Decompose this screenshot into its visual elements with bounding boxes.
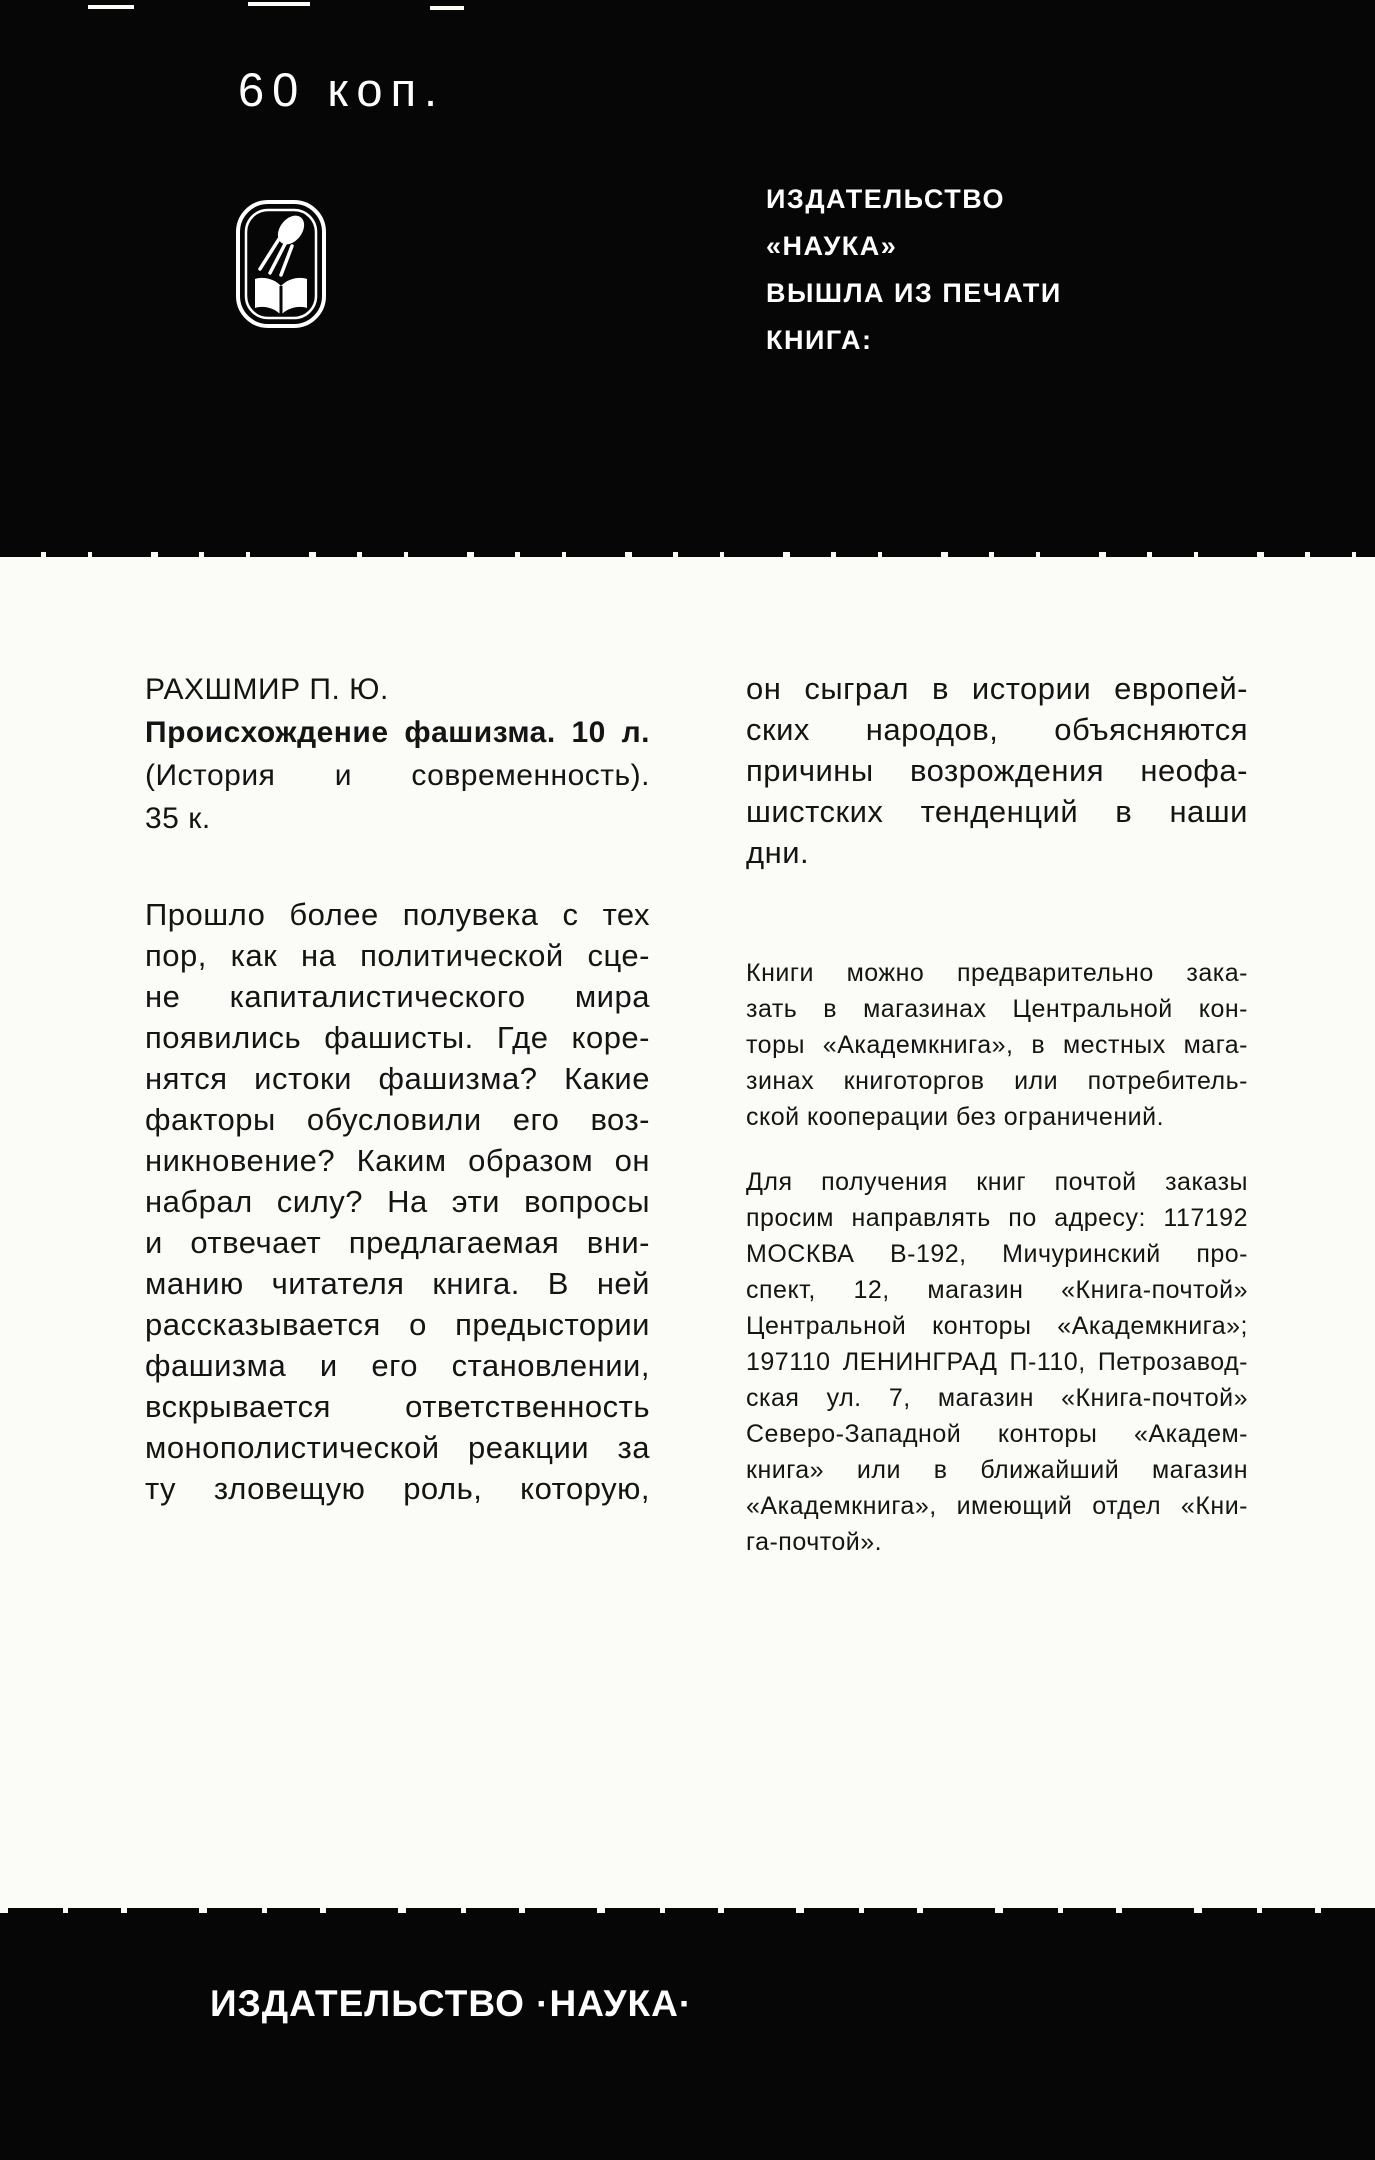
book-heading	[145, 668, 650, 840]
text-line: МОСКВА В-192, Мичуринский про-	[746, 1240, 1248, 1268]
mail-order-paragraph	[746, 1164, 1248, 1560]
scan-artifact	[248, 2, 310, 6]
text-line: КНИГА:	[766, 325, 873, 355]
ordering-info-paragraph	[746, 955, 1248, 1135]
text-line: 35 к.	[145, 802, 211, 835]
text-line: фашизма и его становлении,	[145, 1348, 650, 1383]
scan-artifact	[88, 5, 134, 9]
text-line: шистских тенденций в наши	[746, 794, 1248, 829]
sputnik-antennas-icon	[260, 239, 292, 275]
bottom-band	[0, 1913, 1375, 2160]
text-line: пор, как на политической сце-	[145, 938, 650, 973]
text-line: га-почтой».	[746, 1528, 883, 1556]
text-line: 197110 ЛЕНИНГРАД П-110, Петрозавод-	[746, 1348, 1248, 1376]
text-line: «НАУКА»	[766, 231, 898, 261]
text-line: нятся истоки фашизма? Какие	[145, 1061, 650, 1096]
text-line: ских народов, объясняются	[746, 712, 1248, 747]
text-line: ская ул. 7, магазин «Книга-почтой»	[746, 1384, 1248, 1412]
text-line: зинах книготоргов или потребитель-	[746, 1067, 1248, 1095]
text-line: ту зловещую роль, которую,	[145, 1471, 650, 1506]
text-line: никновение? Каким образом он	[145, 1143, 650, 1178]
text-line: Центральной конторы «Академкнига»;	[746, 1312, 1248, 1340]
text-line: РАХШМИР П. Ю.	[145, 673, 389, 706]
scan-artifact	[430, 6, 464, 10]
text-line: спект, 12, магазин «Книга-почтой»	[746, 1276, 1248, 1304]
text-line: монополистической реакции за	[145, 1430, 650, 1465]
text-line: книга» или в ближайший магазин	[746, 1456, 1248, 1484]
text-line: ВЫШЛА ИЗ ПЕЧАТИ	[766, 278, 1062, 308]
right-column	[746, 668, 1248, 1560]
text-line: Северо-Западной конторы «Академ-	[746, 1420, 1248, 1448]
text-line: набрал силу? На эти вопросы	[145, 1184, 650, 1219]
text-line: причины возрождения неофа-	[746, 753, 1248, 788]
text-line: рассказывается о предыстории	[145, 1307, 650, 1342]
publisher-imprint: ИЗДАТЕЛЬСТВО ·НАУКА·	[210, 1983, 693, 2024]
text-line: ИЗДАТЕЛЬСТВО	[766, 184, 1006, 214]
text-line: просим направлять по адресу: 117192	[746, 1204, 1248, 1232]
text-line: (История и современность).	[145, 759, 650, 792]
text-line: не капиталистического мира	[145, 979, 650, 1014]
text-line: манию читателя книга. В ней	[145, 1266, 650, 1301]
text-line: Для получения книг почтой заказы	[746, 1168, 1248, 1196]
text-line: появились фашисты. Где коре-	[145, 1020, 650, 1055]
text-line: Книги можно предварительно зака-	[746, 959, 1248, 987]
text-line: факторы обусловили его воз-	[145, 1102, 650, 1137]
annotation-continuation	[746, 668, 1248, 873]
publisher-announcement	[766, 176, 1062, 364]
price-label: 60 коп.	[238, 63, 446, 116]
text-line: торы «Академкнига», в местных мага-	[746, 1031, 1248, 1059]
text-line: «Академкнига», имеющий отдел «Кни-	[746, 1492, 1248, 1520]
left-column	[145, 668, 650, 1509]
text-line: и отвечает предлагаемая вни-	[145, 1225, 650, 1260]
text-line: вскрывается ответственность	[145, 1389, 650, 1424]
top-band	[0, 0, 1375, 552]
text-line: дни.	[746, 835, 810, 870]
text-line: он сыграл в истории европей-	[746, 671, 1248, 706]
text-line: ской кооперации без ограничений.	[746, 1103, 1165, 1131]
annotation-paragraph	[145, 894, 650, 1509]
text-line: Происхождение фашизма. 10 л.	[145, 716, 650, 749]
text-line: Прошло более полувека с тех	[145, 897, 650, 932]
nauka-publisher-logo-icon	[234, 198, 328, 330]
text-line: зать в магазинах Центральной кон-	[746, 995, 1248, 1023]
